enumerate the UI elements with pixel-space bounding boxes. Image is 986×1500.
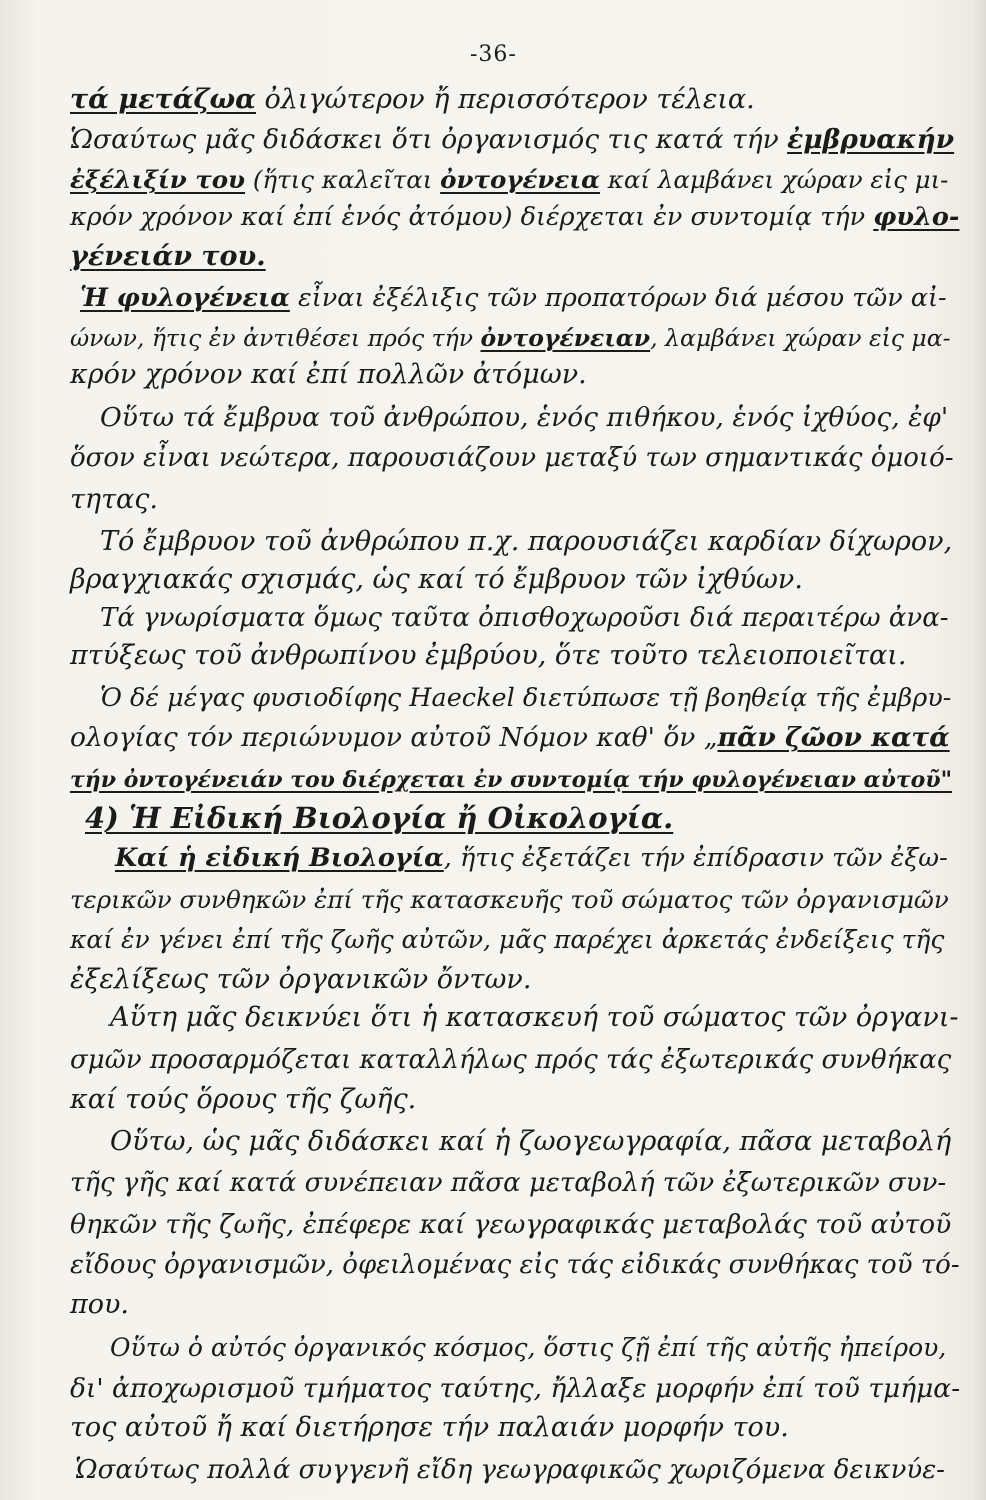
text-segment: κρόν χρόνον καί ἐπί ἑνός ἀτόμου) διέρχεται ἐν συντομίᾳ τήν xyxy=(70,202,874,232)
underlined-term: ὀντογένεια xyxy=(440,165,600,194)
underlined-term: Καί ἡ εἰδική Βιολογία xyxy=(115,843,444,873)
text-segment: Οὕτω ὁ αὐτός ὀργανικός κόσμος, ὅστις ζῇ ἐπί τῆς αὐτῆς ἠπείρου, xyxy=(110,1333,947,1362)
underlined-term: πᾶν ζῶον κατά xyxy=(717,722,950,753)
text-line xyxy=(70,960,531,1000)
underlined-term: φυλο- xyxy=(873,202,960,232)
text-segment: , λαμβάνει χώραν εἰς μα- xyxy=(650,324,951,352)
text-segment: βραγχιακάς σχισμάς, ὡς καί τό ἔμβρυον τῶν ἰχθύων. xyxy=(70,564,803,595)
text-segment: καί λαμβάνει χώραν εἰς μι- xyxy=(600,165,949,194)
text-line xyxy=(70,237,266,277)
text-segment: τερικῶν συνθηκῶν ἐπί τῆς κατασκευῆς τοῦ σώματος τῶν ὀργανισμῶν xyxy=(70,885,949,914)
text-line xyxy=(70,1245,960,1285)
underlined-term: ὀντογένειαν xyxy=(480,324,651,352)
text-line xyxy=(70,1080,416,1120)
text-line xyxy=(110,1328,946,1368)
text-line xyxy=(70,355,587,395)
text-segment: ὅσον εἶναι νεώτερα, παρουσιάζουν μεταξύ των σημαντικάς ὁμοιό- xyxy=(70,443,954,473)
text-segment: καί ἐν γένει ἐπί τῆς ζωῆς αὐτῶν, μᾶς παρέχει ἀρκετάς ἐνδείξεις τῆς xyxy=(70,925,945,954)
text-line xyxy=(100,398,948,438)
text-segment: Αὕτη μᾶς δεικνύει ὅτι ἡ κατασκευή τοῦ σώματος τῶν ὀργανι- xyxy=(110,1002,959,1033)
text-line xyxy=(70,1163,946,1203)
text-line xyxy=(110,1122,951,1162)
text-segment: δι' ἀποχωρισμοῦ τμήματος ταύτης, ἤλλαξε μορφήν ἐπί τοῦ τμήμα- xyxy=(70,1373,961,1404)
text-segment: εἶναι ἐξέλιξις τῶν προπατόρων διά μέσου τῶν αἰ- xyxy=(289,283,947,313)
text-segment: Οὕτω τά ἔμβρυα τοῦ ἀνθρώπου, ἑνός πιθήκου, ἑνός ἰχθύος, ἐφ' xyxy=(100,402,949,433)
text-line xyxy=(110,998,959,1038)
text-line xyxy=(85,798,673,840)
text-line xyxy=(70,197,960,237)
text-segment: ολογίας τόν περιώνυμον αὐτοῦ Νόμον καθ' ὅν „ xyxy=(70,722,718,753)
text-segment: Ὁ δέ μέγας φυσιοδίφης Haeckel διετύπωσε τῇ βοηθείᾳ τῆς ἐμβρυ- xyxy=(100,683,952,713)
text-line xyxy=(100,678,951,718)
text-segment: Τά γνωρίσματα ὅμως ταῦτα ὀπισθοχωροῦσι διά περαιτέρω ἀνα- xyxy=(100,603,949,633)
text-line xyxy=(70,636,906,676)
text-line xyxy=(70,160,948,200)
text-segment: ὀλιγώτερον ἤ περισσότερον τέλεια. xyxy=(255,84,755,115)
text-segment: που. xyxy=(70,1289,129,1320)
text-line xyxy=(70,1408,789,1448)
text-segment: εἴδους ὀργανισμῶν, ὀφειλομένας εἰς τάς εἰδικάς συνθήκας τοῦ τό- xyxy=(70,1250,960,1280)
text-line xyxy=(70,318,951,358)
text-line xyxy=(100,522,952,562)
text-line xyxy=(70,1040,951,1080)
underlined-term: τήν ὀντογένειάν του διέρχεται ἐν συντομίᾳ τήν φυλογένειαν αὐτοῦ" xyxy=(70,767,953,793)
text-segment: τητας. xyxy=(70,484,158,515)
text-line xyxy=(75,1450,945,1490)
underlined-term: τά μετάζωα xyxy=(70,84,256,115)
underlined-term: 4) Ἡ Εἰδική Βιολογία ἤ Οἰκολογία. xyxy=(85,801,674,835)
text-segment: καί τούς ὅρους τῆς ζωῆς. xyxy=(70,1084,417,1115)
text-line xyxy=(70,480,158,520)
text-line xyxy=(80,278,947,318)
text-segment: κρόν χρόνον καί ἐπί πολλῶν ἀτόμων. xyxy=(70,359,587,390)
text-line xyxy=(70,920,944,960)
underlined-term: ἐξέλιξίν του xyxy=(70,165,246,194)
text-line xyxy=(100,598,949,638)
text-segment: Ὡσαύτως μᾶς διδάσκει ὅτι ὀργανισμός τις κατά τήν xyxy=(70,124,788,155)
underlined-term: γένειάν του. xyxy=(70,241,266,272)
text-segment: Τό ἔμβρυον τοῦ ἀνθρώπου π.χ. παρουσιάζει καρδίαν δίχωρον, xyxy=(100,526,953,557)
text-segment: ἐξελίξεως τῶν ὀργανικῶν ὄντων. xyxy=(70,964,532,995)
text-segment: ώνων, ἥτις ἐν ἀντιθέσει πρός τήν xyxy=(70,324,481,352)
text-line xyxy=(70,1205,951,1245)
text-line xyxy=(70,1285,129,1325)
text-line xyxy=(70,760,952,801)
underlined-term: ἐμβρυακήν xyxy=(787,124,955,155)
text-segment: Οὕτω, ὡς μᾶς διδάσκει καί ἡ ζωογεωγραφία, πᾶσα μεταβολή xyxy=(110,1126,952,1157)
text-segment: τος αὐτοῦ ἤ καί διετήρησε τήν παλαιάν μορφήν του. xyxy=(70,1412,789,1443)
text-line xyxy=(70,880,949,920)
text-segment: θηκῶν τῆς ζωῆς, ἐπέφερε καί γεωγραφικάς μεταβολάς τοῦ αὐτοῦ xyxy=(70,1209,952,1240)
text-line xyxy=(70,80,755,120)
text-segment: Ὡσαύτως πολλά συγγενῆ εἴδη γεωγραφικῶς χωριζόμενα δεικνύε- xyxy=(75,1455,945,1485)
page-edge-shadow xyxy=(972,0,986,1500)
text-segment: σμῶν προσαρμόζεται καταλλήλως πρός τάς ἐξωτερικάς συνθήκας xyxy=(70,1045,952,1075)
underlined-term: Ἡ φυλογένεια xyxy=(80,283,290,313)
text-segment: , ἥτις ἐξετάζει τήν ἐπίδρασιν τῶν ἐξω- xyxy=(443,843,948,873)
text-segment: τῆς γῆς καί κατά συνέπειαν πᾶσα μεταβολή τῶν ἐξωτερικῶν συν- xyxy=(70,1168,947,1198)
text-segment: πτύξεως τοῦ ἀνθρωπίνου ἐμβρύου, ὅτε τοῦτο τελειοποιεῖται. xyxy=(70,640,907,671)
text-line xyxy=(70,718,950,758)
text-line xyxy=(70,560,803,600)
text-segment: (ἥτις καλεῖται xyxy=(245,165,441,194)
page-number: -36- xyxy=(470,42,517,67)
text-line xyxy=(70,120,954,160)
text-line xyxy=(70,438,954,478)
text-line xyxy=(70,1369,960,1409)
text-line xyxy=(115,838,948,878)
